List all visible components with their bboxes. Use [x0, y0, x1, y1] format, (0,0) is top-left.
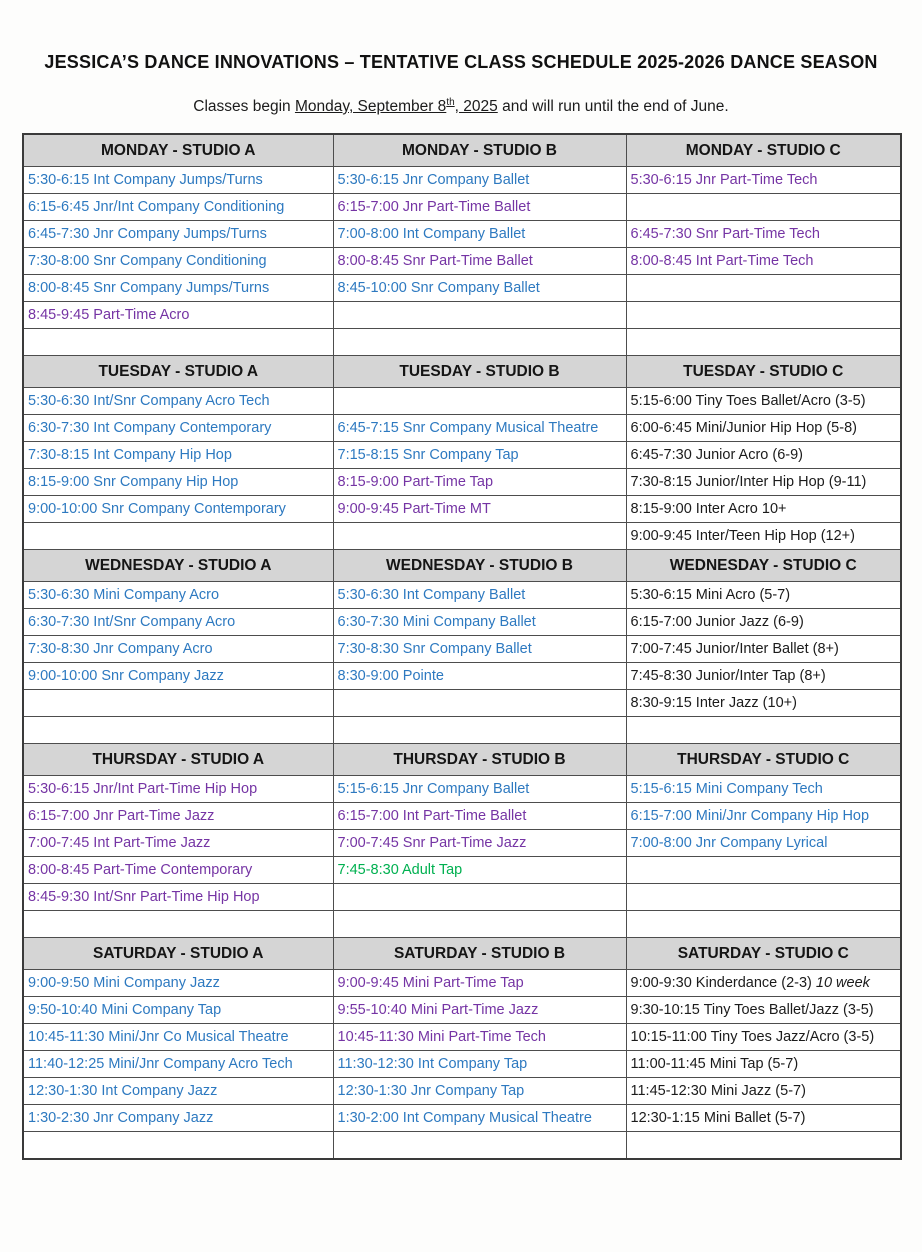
empty-cell: [626, 329, 901, 356]
empty-cell: [333, 884, 626, 911]
class-cell: 5:15-6:15 Mini Company Tech: [626, 776, 901, 803]
class-cell: 7:30-8:00 Snr Company Conditioning: [23, 248, 333, 275]
class-cell: 5:30-6:30 Int Company Ballet: [333, 582, 626, 609]
class-cell: 6:30-7:30 Int/Snr Company Acro: [23, 609, 333, 636]
empty-cell: [626, 275, 901, 302]
schedule-row: [23, 415, 901, 442]
class-cell: 6:15-7:00 Jnr Part-Time Ballet: [333, 194, 626, 221]
empty-cell: [626, 194, 901, 221]
class-cell: 5:30-6:15 Jnr/Int Part-Time Hip Hop: [23, 776, 333, 803]
schedule-row: [23, 1078, 901, 1105]
schedule-row: [23, 970, 901, 997]
schedule-row: [23, 636, 901, 663]
empty-cell: [23, 690, 333, 717]
class-cell: 8:15-9:00 Inter Acro 10+: [626, 496, 901, 523]
subtitle-date-year: , 2025: [454, 98, 498, 116]
day-header-row-thursday: [23, 744, 901, 776]
empty-cell: [333, 302, 626, 329]
subtitle-suffix: and will run until the end of June.: [497, 98, 729, 116]
schedule-row: [23, 663, 901, 690]
class-cell: 9:30-10:15 Tiny Toes Ballet/Jazz (3-5): [626, 997, 901, 1024]
class-cell: 6:15-7:00 Junior Jazz (6-9): [626, 609, 901, 636]
day-studio-header: WEDNESDAY - STUDIO C: [626, 550, 901, 582]
class-cell: 7:30-8:30 Jnr Company Acro: [23, 636, 333, 663]
schedule-row: [23, 496, 901, 523]
class-cell: 9:55-10:40 Mini Part-Time Jazz: [333, 997, 626, 1024]
empty-cell: [23, 523, 333, 550]
class-cell: 7:00-7:45 Junior/Inter Ballet (8+): [626, 636, 901, 663]
class-cell: 8:00-8:45 Int Part-Time Tech: [626, 248, 901, 275]
empty-cell: [333, 388, 626, 415]
class-cell: 5:30-6:15 Jnr Part-Time Tech: [626, 167, 901, 194]
day-studio-header: THURSDAY - STUDIO C: [626, 744, 901, 776]
empty-cell: [23, 717, 333, 744]
empty-cell: [23, 329, 333, 356]
class-cell: 10:15-11:00 Tiny Toes Jazz/Acro (3-5): [626, 1024, 901, 1051]
schedule-row: [23, 717, 901, 744]
schedule-row: [23, 523, 901, 550]
class-cell: 5:30-6:30 Mini Company Acro: [23, 582, 333, 609]
class-cell: 6:15-7:00 Jnr Part-Time Jazz: [23, 803, 333, 830]
class-cell: 7:30-8:30 Snr Company Ballet: [333, 636, 626, 663]
schedule-row: [23, 582, 901, 609]
class-cell: 8:30-9:15 Inter Jazz (10+): [626, 690, 901, 717]
subtitle-prefix: Classes begin: [193, 98, 295, 116]
class-cell: 5:30-6:15 Int Company Jumps/Turns: [23, 167, 333, 194]
class-cell: 7:45-8:30 Junior/Inter Tap (8+): [626, 663, 901, 690]
schedule-row: [23, 329, 901, 356]
subtitle-date-superscript: th: [446, 97, 455, 108]
empty-cell: [626, 884, 901, 911]
class-cell: 6:45-7:30 Junior Acro (6-9): [626, 442, 901, 469]
class-cell: 12:30-1:30 Jnr Company Tap: [333, 1078, 626, 1105]
empty-cell: [333, 329, 626, 356]
day-studio-header: SATURDAY - STUDIO C: [626, 938, 901, 970]
empty-cell: [333, 523, 626, 550]
schedule-row: [23, 248, 901, 275]
class-cell: 9:00-10:00 Snr Company Contemporary: [23, 496, 333, 523]
empty-cell: [333, 690, 626, 717]
class-cell: 8:45-10:00 Snr Company Ballet: [333, 275, 626, 302]
schedule-row: [23, 803, 901, 830]
empty-cell: [626, 911, 901, 938]
empty-cell: [626, 1132, 901, 1160]
class-cell: 7:00-8:00 Int Company Ballet: [333, 221, 626, 248]
class-cell: 9:00-9:30 Kinderdance (2-3) 10 week: [626, 970, 901, 997]
day-header-row-saturday: [23, 938, 901, 970]
class-cell: 8:00-8:45 Snr Company Jumps/Turns: [23, 275, 333, 302]
class-cell: 7:30-8:15 Junior/Inter Hip Hop (9-11): [626, 469, 901, 496]
class-cell: 8:00-8:45 Snr Part-Time Ballet: [333, 248, 626, 275]
class-cell: 9:00-9:50 Mini Company Jazz: [23, 970, 333, 997]
class-cell: 7:15-8:15 Snr Company Tap: [333, 442, 626, 469]
class-cell: 7:00-7:45 Snr Part-Time Jazz: [333, 830, 626, 857]
day-studio-header: WEDNESDAY - STUDIO B: [333, 550, 626, 582]
class-cell: 5:30-6:30 Int/Snr Company Acro Tech: [23, 388, 333, 415]
class-cell: 6:30-7:30 Mini Company Ballet: [333, 609, 626, 636]
class-cell: 11:45-12:30 Mini Jazz (5-7): [626, 1078, 901, 1105]
empty-cell: [333, 717, 626, 744]
class-cell: 8:30-9:00 Pointe: [333, 663, 626, 690]
document-page: [0, 52, 922, 1160]
empty-cell: [23, 911, 333, 938]
schedule-row: [23, 1024, 901, 1051]
class-cell: 1:30-2:00 Int Company Musical Theatre: [333, 1105, 626, 1132]
class-cell: 8:15-9:00 Part-Time Tap: [333, 469, 626, 496]
empty-cell: [333, 911, 626, 938]
day-studio-header: MONDAY - STUDIO B: [333, 134, 626, 167]
class-cell: 11:40-12:25 Mini/Jnr Company Acro Tech: [23, 1051, 333, 1078]
schedule-row: [23, 997, 901, 1024]
class-cell: 7:00-7:45 Int Part-Time Jazz: [23, 830, 333, 857]
schedule-row: [23, 221, 901, 248]
day-header-row-monday: [23, 134, 901, 167]
day-studio-header: MONDAY - STUDIO C: [626, 134, 901, 167]
class-cell: 6:45-7:30 Jnr Company Jumps/Turns: [23, 221, 333, 248]
schedule-table-body: [23, 134, 901, 1159]
empty-cell: [626, 857, 901, 884]
class-cell: 8:15-9:00 Snr Company Hip Hop: [23, 469, 333, 496]
schedule-row: [23, 830, 901, 857]
schedule-row: [23, 911, 901, 938]
schedule-row: [23, 302, 901, 329]
class-cell: 12:30-1:30 Int Company Jazz: [23, 1078, 333, 1105]
class-cell: 6:15-7:00 Mini/Jnr Company Hip Hop: [626, 803, 901, 830]
class-cell: 6:15-7:00 Int Part-Time Ballet: [333, 803, 626, 830]
class-cell: 6:45-7:30 Snr Part-Time Tech: [626, 221, 901, 248]
class-cell: 8:45-9:45 Part-Time Acro: [23, 302, 333, 329]
day-studio-header: THURSDAY - STUDIO A: [23, 744, 333, 776]
class-cell: 6:00-6:45 Mini/Junior Hip Hop (5-8): [626, 415, 901, 442]
class-cell: 9:00-10:00 Snr Company Jazz: [23, 663, 333, 690]
page-title: JESSICA’S DANCE INNOVATIONS – TENTATIVE CLASS SCHEDULE 2025-2026 DANCE SEASON: [44, 52, 878, 72]
empty-cell: [23, 1132, 333, 1160]
class-cell: 5:30-6:15 Mini Acro (5-7): [626, 582, 901, 609]
class-cell: 9:00-9:45 Mini Part-Time Tap: [333, 970, 626, 997]
class-cell: 6:30-7:30 Int Company Contemporary: [23, 415, 333, 442]
class-cell: 8:45-9:30 Int/Snr Part-Time Hip Hop: [23, 884, 333, 911]
schedule-row: [23, 469, 901, 496]
schedule-row: [23, 167, 901, 194]
day-studio-header: WEDNESDAY - STUDIO A: [23, 550, 333, 582]
class-cell: 5:15-6:15 Jnr Company Ballet: [333, 776, 626, 803]
class-cell: 6:45-7:15 Snr Company Musical Theatre: [333, 415, 626, 442]
class-cell: 7:45-8:30 Adult Tap: [333, 857, 626, 884]
class-cell: 5:15-6:00 Tiny Toes Ballet/Acro (3-5): [626, 388, 901, 415]
day-header-row-wednesday: [23, 550, 901, 582]
schedule-row: [23, 275, 901, 302]
class-cell: 11:30-12:30 Int Company Tap: [333, 1051, 626, 1078]
day-studio-header: THURSDAY - STUDIO B: [333, 744, 626, 776]
class-cell: 1:30-2:30 Jnr Company Jazz: [23, 1105, 333, 1132]
day-header-row-tuesday: [23, 356, 901, 388]
schedule-row: [23, 1132, 901, 1160]
schedule-row: [23, 884, 901, 911]
empty-cell: [626, 302, 901, 329]
class-cell: 6:15-6:45 Jnr/Int Company Conditioning: [23, 194, 333, 221]
class-cell: 12:30-1:15 Mini Ballet (5-7): [626, 1105, 901, 1132]
day-studio-header: MONDAY - STUDIO A: [23, 134, 333, 167]
empty-cell: [333, 1132, 626, 1160]
schedule-row: [23, 194, 901, 221]
day-studio-header: TUESDAY - STUDIO B: [333, 356, 626, 388]
page-subtitle: [20, 97, 902, 116]
class-cell: 8:00-8:45 Part-Time Contemporary: [23, 857, 333, 884]
class-cell: 9:50-10:40 Mini Company Tap: [23, 997, 333, 1024]
schedule-row: [23, 690, 901, 717]
schedule-row: [23, 776, 901, 803]
day-studio-header: TUESDAY - STUDIO C: [626, 356, 901, 388]
subtitle-date-underlined: Monday, September 8: [294, 98, 447, 116]
schedule-row: [23, 609, 901, 636]
schedule-row: [23, 857, 901, 884]
class-cell: 10:45-11:30 Mini/Jnr Co Musical Theatre: [23, 1024, 333, 1051]
schedule-row: [23, 442, 901, 469]
day-studio-header: TUESDAY - STUDIO A: [23, 356, 333, 388]
schedule-row: [23, 1105, 901, 1132]
day-studio-header: SATURDAY - STUDIO A: [23, 938, 333, 970]
schedule-row: [23, 1051, 901, 1078]
class-cell: 10:45-11:30 Mini Part-Time Tech: [333, 1024, 626, 1051]
day-studio-header: SATURDAY - STUDIO B: [333, 938, 626, 970]
empty-cell: [626, 717, 901, 744]
class-cell: 11:00-11:45 Mini Tap (5-7): [626, 1051, 901, 1078]
schedule-table: [22, 133, 902, 1160]
class-cell: 9:00-9:45 Inter/Teen Hip Hop (12+): [626, 523, 901, 550]
class-cell: 5:30-6:15 Jnr Company Ballet: [333, 167, 626, 194]
schedule-row: [23, 388, 901, 415]
class-cell: 9:00-9:45 Part-Time MT: [333, 496, 626, 523]
class-cell: 7:00-8:00 Jnr Company Lyrical: [626, 830, 901, 857]
class-cell: 7:30-8:15 Int Company Hip Hop: [23, 442, 333, 469]
